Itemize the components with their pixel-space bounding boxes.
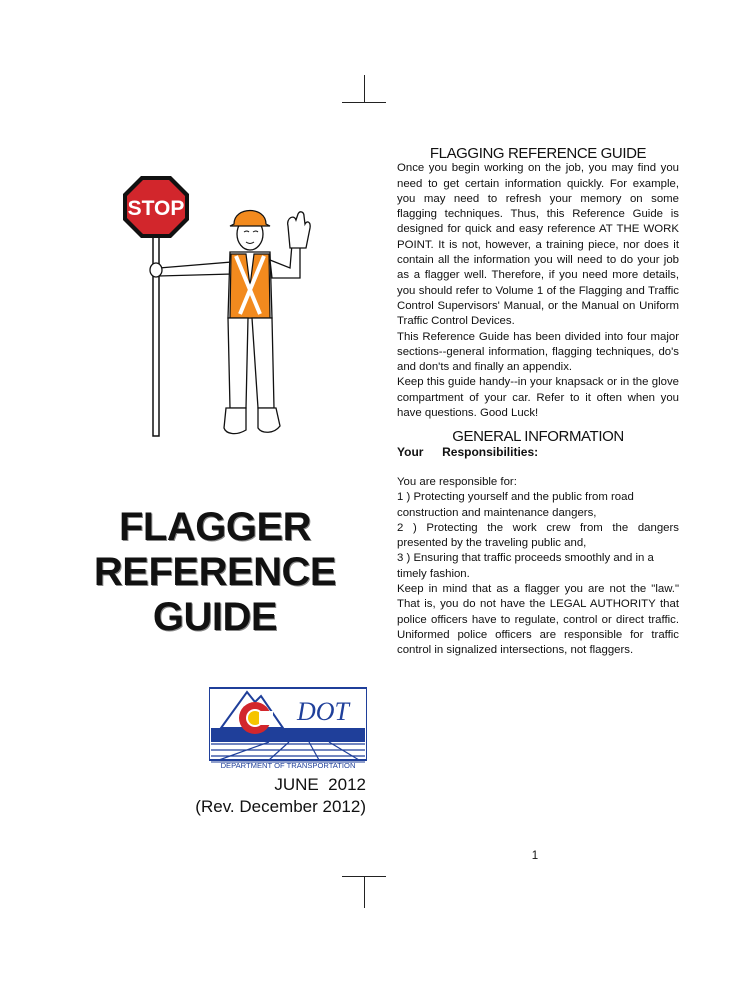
responsibility-item-3: 3 ) Ensuring that traffic proceeds smoothly and in a timely fashion. <box>397 552 654 580</box>
guide-paragraph-2: This Reference Guide has been divided into four major sections--general information, flagging techniques, do's and don'ts and finally an appendix. <box>397 330 679 374</box>
responsibility-item-2: 2 ) Protecting the work crew from the dangers presented by the traveling public and, <box>397 521 679 550</box>
hard-hat <box>230 211 270 227</box>
logo-dot-text: DOT <box>296 697 350 726</box>
responsibility-item-1: 1 ) Protecting yourself and the public from road construction and maintenance dangers, <box>397 491 634 519</box>
page-number: 1 <box>531 850 539 862</box>
flagger-illustration <box>112 168 322 440</box>
responsibilities-heading: Your Responsibilities: <box>397 444 539 459</box>
guide-heading: FLAGGING REFERENCE GUIDE <box>429 145 647 162</box>
edition-date: JUNE 2012 <box>274 775 366 794</box>
cover-title <box>60 505 370 640</box>
crop-mark-bottom-vertical <box>364 876 365 908</box>
legal-authority-note: Keep in mind that as a flagger you are not the "law." That is, you do not have the LEGAL AUTHORITY that police officers have to regulate, control or direct traffic. Uniformed police officers are responsible for traffic control in signalized intersections, not flaggers. <box>397 583 679 657</box>
guide-text-column <box>397 146 679 659</box>
general-info-heading: GENERAL INFORMATION <box>452 428 624 446</box>
crop-mark-top-horizontal <box>342 102 386 103</box>
guide-paragraph-1: Once you begin working on the job, you may find you need to get certain information quickly. For example, you may need to refresh your memory on some flagging techniques. Thus, this Reference Guide is designed for quick and easy reference AT THE WORK POINT. It is not, however, a training piece, nor does it contain all the information you will need to do your job as a flagger well. Therefore, if you need more details, you should refer to Volume 1 of the Flagging and Traffic Control Supervisors' Manual, or the Manual on Uniform Traffic Control Devices. <box>397 162 679 328</box>
guide-paragraph-3: Keep this guide handy--in your knapsack or in the glove compartment of your car. Refer to it often when you have questions. Good Luck! <box>397 376 679 420</box>
stop-sign-text: STOP <box>127 197 185 220</box>
responsibilities-intro: You are responsible for: <box>397 475 517 488</box>
cdot-logo <box>209 680 367 770</box>
stop-sign <box>123 176 189 238</box>
logo-caption: DEPARTMENT OF TRANSPORTATION <box>220 761 356 770</box>
revision-date: (Rev. December 2012) <box>195 797 366 816</box>
cover-title-line-1: FLAGGER <box>118 505 312 549</box>
cover-title-line-3: GUIDE <box>152 595 278 639</box>
crop-mark-top-vertical <box>364 75 365 103</box>
cover-title-line-2: REFERENCE <box>93 550 337 594</box>
